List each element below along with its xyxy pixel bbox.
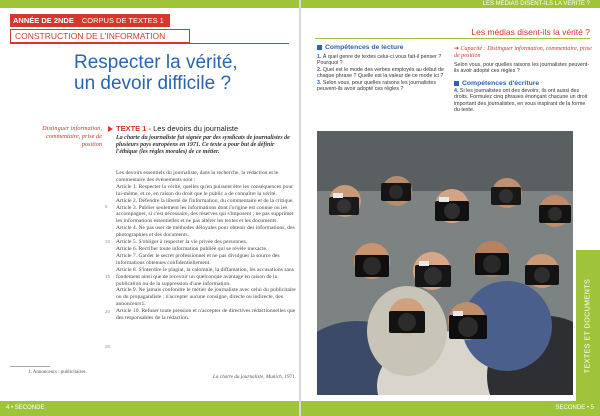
footnote: 1. Annonceurs : publicitaires. xyxy=(28,370,87,375)
capacite-note xyxy=(454,46,594,60)
question-text: Si les journalistes ont des devoirs, ils ont aussi des droits. Formulez cinq phrases énonçant chacune un droit important des journalistes, en vous inspirant de la forme du texte. xyxy=(454,88,588,114)
section-label-text: CONSTRUCTION DE L'INFORMATION xyxy=(15,31,166,41)
question-text: Quel est le mode des verbes employés au début de chaque phrase ? Quelle est la valeur de ce mode ici ? xyxy=(317,66,444,80)
top-band-left xyxy=(0,0,299,8)
running-head xyxy=(440,0,590,8)
question-rule xyxy=(315,38,590,39)
article-body xyxy=(116,170,296,322)
line-number: 15 xyxy=(105,274,111,279)
square-bullet-icon xyxy=(454,81,459,86)
body-paragraph: Article 1. Respecter la vérité, quelles qu'en puissent être les conséquences pour lui-même, et ce, en raison du droit que le public a de connaître la vérité. xyxy=(116,183,293,197)
body-paragraph: Article 3. Publier seulement les informations dont l'origine est connue ou les accompagner, si c'est nécessaire, des réserves qui s'imposent ; ne pas supprimer les informations essentielles et ne pas altérer les textes et les documents. xyxy=(116,204,294,225)
line-number: 20 xyxy=(105,309,111,314)
body-paragraph: Article 8. S'interdire le plagiat, la calomnie, la diffamation, les accusations sans fondement ainsi que de recevoir un quelconque avantage en raison de la publication ou de la suppression d'une information. xyxy=(116,266,294,287)
texte-number: TEXTE 1 - xyxy=(116,124,152,133)
photographers-photo xyxy=(317,131,573,395)
lecture-questions xyxy=(317,54,447,92)
texte-title: Les devoirs du journaliste xyxy=(153,124,239,133)
body-paragraph: Article 7. Garder le secret professionnel et ne pas divulguer la source des informations obtenues confidentiellement. xyxy=(116,252,280,266)
intro-paragraph: La charte du journaliste fut signée par des syndicats de journalistes de plusieurs pays européens en 1971. Ce texte a pour but de définir l'éthique (les règles morales) de ce métier. xyxy=(116,135,290,156)
capacite-text: Selon vous, pour quelles raisons les journalistes peuvent-ils avoir adopté ces règles ? xyxy=(454,62,590,75)
body-paragraph: Article 5. S'obliger à respecter la vie privée des personnes. xyxy=(116,239,248,246)
chapter-question: Les médias disent-ils la vérité ? xyxy=(471,27,590,37)
body-paragraph: Article 2. Défendre la liberté de l'information, du commentaire et de la critique. xyxy=(116,197,294,204)
header-corpus: CORPUS DE TEXTES 1 xyxy=(81,16,164,25)
page-number-right: SECONDE • 5 xyxy=(555,405,594,411)
line-number: 5 xyxy=(105,204,108,209)
question-item xyxy=(317,54,447,67)
page-number-left: 4 • SECONDE xyxy=(6,405,45,411)
body-paragraph: Article 6. Rectifier toute information publiée qui se révèle inexacte. xyxy=(116,245,268,252)
lecture-heading xyxy=(317,44,404,51)
lecture-heading-text: Compétences de lecture xyxy=(325,44,404,51)
line-number: 10 xyxy=(105,239,111,244)
question-item xyxy=(317,67,447,80)
ecriture-heading-text: Compétences d'écriture xyxy=(462,80,540,87)
running-head-text: LES MÉDIAS DISENT-ILS LA VÉRITÉ ? xyxy=(482,1,590,7)
question-number: 2. xyxy=(317,66,322,73)
question-text: Selon vous, pour quelles raisons les journalistes peuvent-ils avoir adopté ces règles ? xyxy=(317,79,436,93)
photo-illustration xyxy=(317,131,573,395)
question-number: 3. xyxy=(317,79,322,86)
source-citation: La charte du journaliste, Munich, 1971. xyxy=(213,374,296,380)
side-note: Distinguer information, commentaire, prise de position xyxy=(42,125,102,148)
question-item xyxy=(317,80,447,93)
footer-band-left xyxy=(0,401,299,416)
ecriture-question xyxy=(454,88,590,114)
square-bullet-icon xyxy=(317,45,322,50)
arrow-icon: ➜ xyxy=(454,46,460,52)
header-bar xyxy=(10,14,170,27)
gutter-divider xyxy=(299,0,301,416)
question-text: À quel genre de textes celui-ci vous fait-il penser ? Pourquoi ? xyxy=(317,54,442,67)
body-paragraph: Article 4. Ne pas user de méthodes déloyales pour obtenir des informations, des photographies et des documents. xyxy=(116,225,295,239)
question-number: 4. xyxy=(454,88,459,94)
body-paragraph: Article 9. Ne jamais confondre le métier de journaliste avec celui du publicitaire ou du propagandiste ; n'accepter aucune consigne, directe ou indirecte, des annonceurs1. xyxy=(116,287,296,308)
arrow-icon xyxy=(108,126,113,132)
page-title-line1: Respecter la vérité, xyxy=(74,52,238,73)
header-year: ANNÉE DE 2NDE xyxy=(13,16,74,25)
line-number: 25 xyxy=(105,344,111,349)
body-paragraph: Article 10. Refuser toute pression et n'accepter de directives rédactionnelles que des responsables de la rédaction. xyxy=(116,308,296,322)
texte-heading xyxy=(116,124,238,133)
footnote-rule xyxy=(10,366,50,367)
header-rule xyxy=(10,43,289,44)
ecriture-heading xyxy=(454,80,539,87)
page-title-line2: un devoir difficile ? xyxy=(74,73,232,94)
section-label xyxy=(10,29,190,43)
question-number: 1. xyxy=(317,54,322,60)
page-title xyxy=(74,52,289,94)
body-paragraph: Les devoirs essentiels du journaliste, dans la recherche, la rédaction et le commentaire des événements sont : xyxy=(116,170,279,183)
capacite-label: Capacité : Distinguer information, commentaire, prise de position xyxy=(454,46,592,59)
side-tab-label: TEXTES ET DOCUMENTS xyxy=(584,278,592,374)
